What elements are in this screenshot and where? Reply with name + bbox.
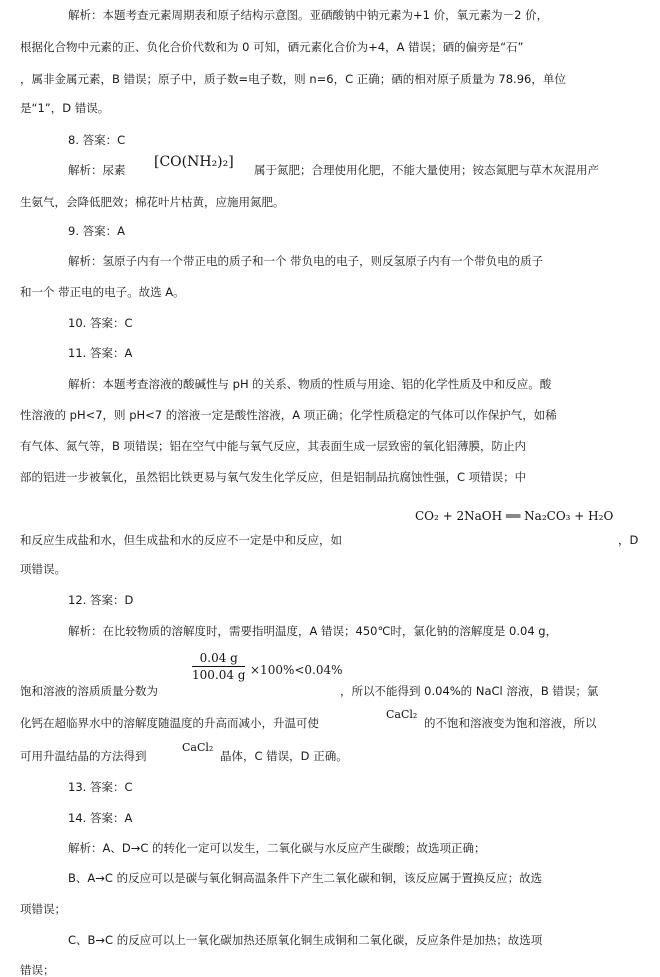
text-line: 性溶液的 pH<7，则 pH<7 的溶液一定是酸性溶液，A 项正确；化学性质稳定的气体可以作保护气，如稀: [20, 408, 557, 422]
text-line: 错误；: [20, 963, 55, 977]
fraction-numerator: 0.04 g: [199, 651, 238, 665]
text-line: 是“1”，D 错误。: [20, 101, 110, 115]
chemical-equation: CO₂ + 2NaOH ══ Na₂CO₃ + H₂O: [415, 509, 614, 523]
text-line: 化钙在超临界水中的溶解度随温度的升高而减小，升温可使: [20, 716, 319, 730]
text-line: 晶体，C 错误，D 正确。: [220, 749, 348, 763]
answer-heading: 11. 答案：A: [68, 346, 133, 360]
answer-heading: 9. 答案：A: [68, 224, 125, 238]
answer-heading: 13. 答案：C: [68, 780, 133, 794]
text-line: 解析：尿素: [68, 163, 126, 177]
text-line: 有气体、氮气等，B 项错误；铝在空气中能与氧气反应，其表面生成一层致密的氧化铝薄膜，防止内: [20, 439, 527, 453]
text-line: 解析：A、D→C 的转化一定可以发生，二氧化碳与水反应产生碳酸；故选项正确；: [68, 841, 486, 855]
text-line: 部的铝进一步被氧化，虽然铝比铁更易与氧气发生化学反应，但是铝制品抗腐蚀性强，C 项错误；中: [20, 470, 527, 484]
formula-urea: [CO(NH₂)₂]: [154, 154, 234, 170]
text-line: 根据化合物中元素的正、负化合价代数和为 0 可知，硒元素化合价为+4，A 错误；硒的偏旁是“石”: [20, 40, 524, 54]
text-line: ，D: [618, 533, 639, 547]
text-line: ，所以不能得到 0.04%的 NaCl 溶液，B 错误；氯: [340, 684, 599, 698]
text-line: 饱和溶液的溶质质量分数为: [20, 684, 158, 698]
text-line: 生氨气，会降低肥效；棉花叶片枯黄，应施用氮肥。: [20, 195, 285, 209]
text-line: 属于氮肥；合理使用化肥，不能大量使用；铵态氮肥与草木灰混用产: [254, 163, 599, 177]
text-line: 项错误。: [20, 562, 66, 576]
formula-cacl2: CaCl₂: [182, 741, 214, 754]
text-line: 解析：在比较物质的溶解度时，需要指明温度，A 错误；450℃时，氯化钠的溶解度是 0.04 g，: [68, 624, 558, 638]
text-line: 可用升温结晶的方法得到: [20, 749, 147, 763]
text-line: B、A→C 的反应可以是碳与氧化铜高温条件下产生二氧化碳和铜，该反应属于置换反应；故选: [68, 871, 543, 885]
text-line: 的不饱和溶液变为饱和溶液，所以: [424, 716, 597, 730]
fraction-tail: ×100%<0.04%: [250, 663, 343, 677]
fraction-formula: [192, 651, 245, 682]
formula-cacl2: CaCl₂: [386, 708, 418, 721]
fraction-denominator: 100.04 g: [192, 668, 246, 682]
text-line: 解析：本题考查元素周期表和原子结构示意图。亚硒酸钠中钠元素为+1 价，氧元素为－2 价，: [68, 8, 549, 22]
text-line: ，属非金属元素，B 错误；原子中，质子数=电子数，则 n=6，C 正确；硒的相对原子质量为 78.96，单位: [20, 72, 566, 86]
answer-heading: 8. 答案：C: [68, 133, 126, 147]
text-line: 解析：本题考查溶液的酸碱性与 pH 的关系、物质的性质与用途、铝的化学性质及中和反应。酸: [68, 377, 552, 391]
answer-heading: 12. 答案：D: [68, 593, 134, 607]
text-line: 和一个 带正电的电子。故选 A。: [20, 285, 185, 299]
text-line: 解析：氢原子内有一个带正电的质子和一个 带负电的电子，则反氢原子内有一个带负电的质子: [68, 254, 544, 268]
answer-heading: 14. 答案：A: [68, 811, 133, 825]
fraction-bar: [192, 666, 245, 667]
text-line: 项错误；: [20, 902, 66, 916]
answer-heading: 10. 答案：C: [68, 316, 133, 330]
text-line: C、B→C 的反应可以上一氧化碳加热还原氧化铜生成铜和二氧化碳，反应条件是加热；故选项: [68, 933, 543, 947]
text-line: 和反应生成盐和水，但生成盐和水的反应不一定是中和反应，如: [20, 533, 342, 547]
